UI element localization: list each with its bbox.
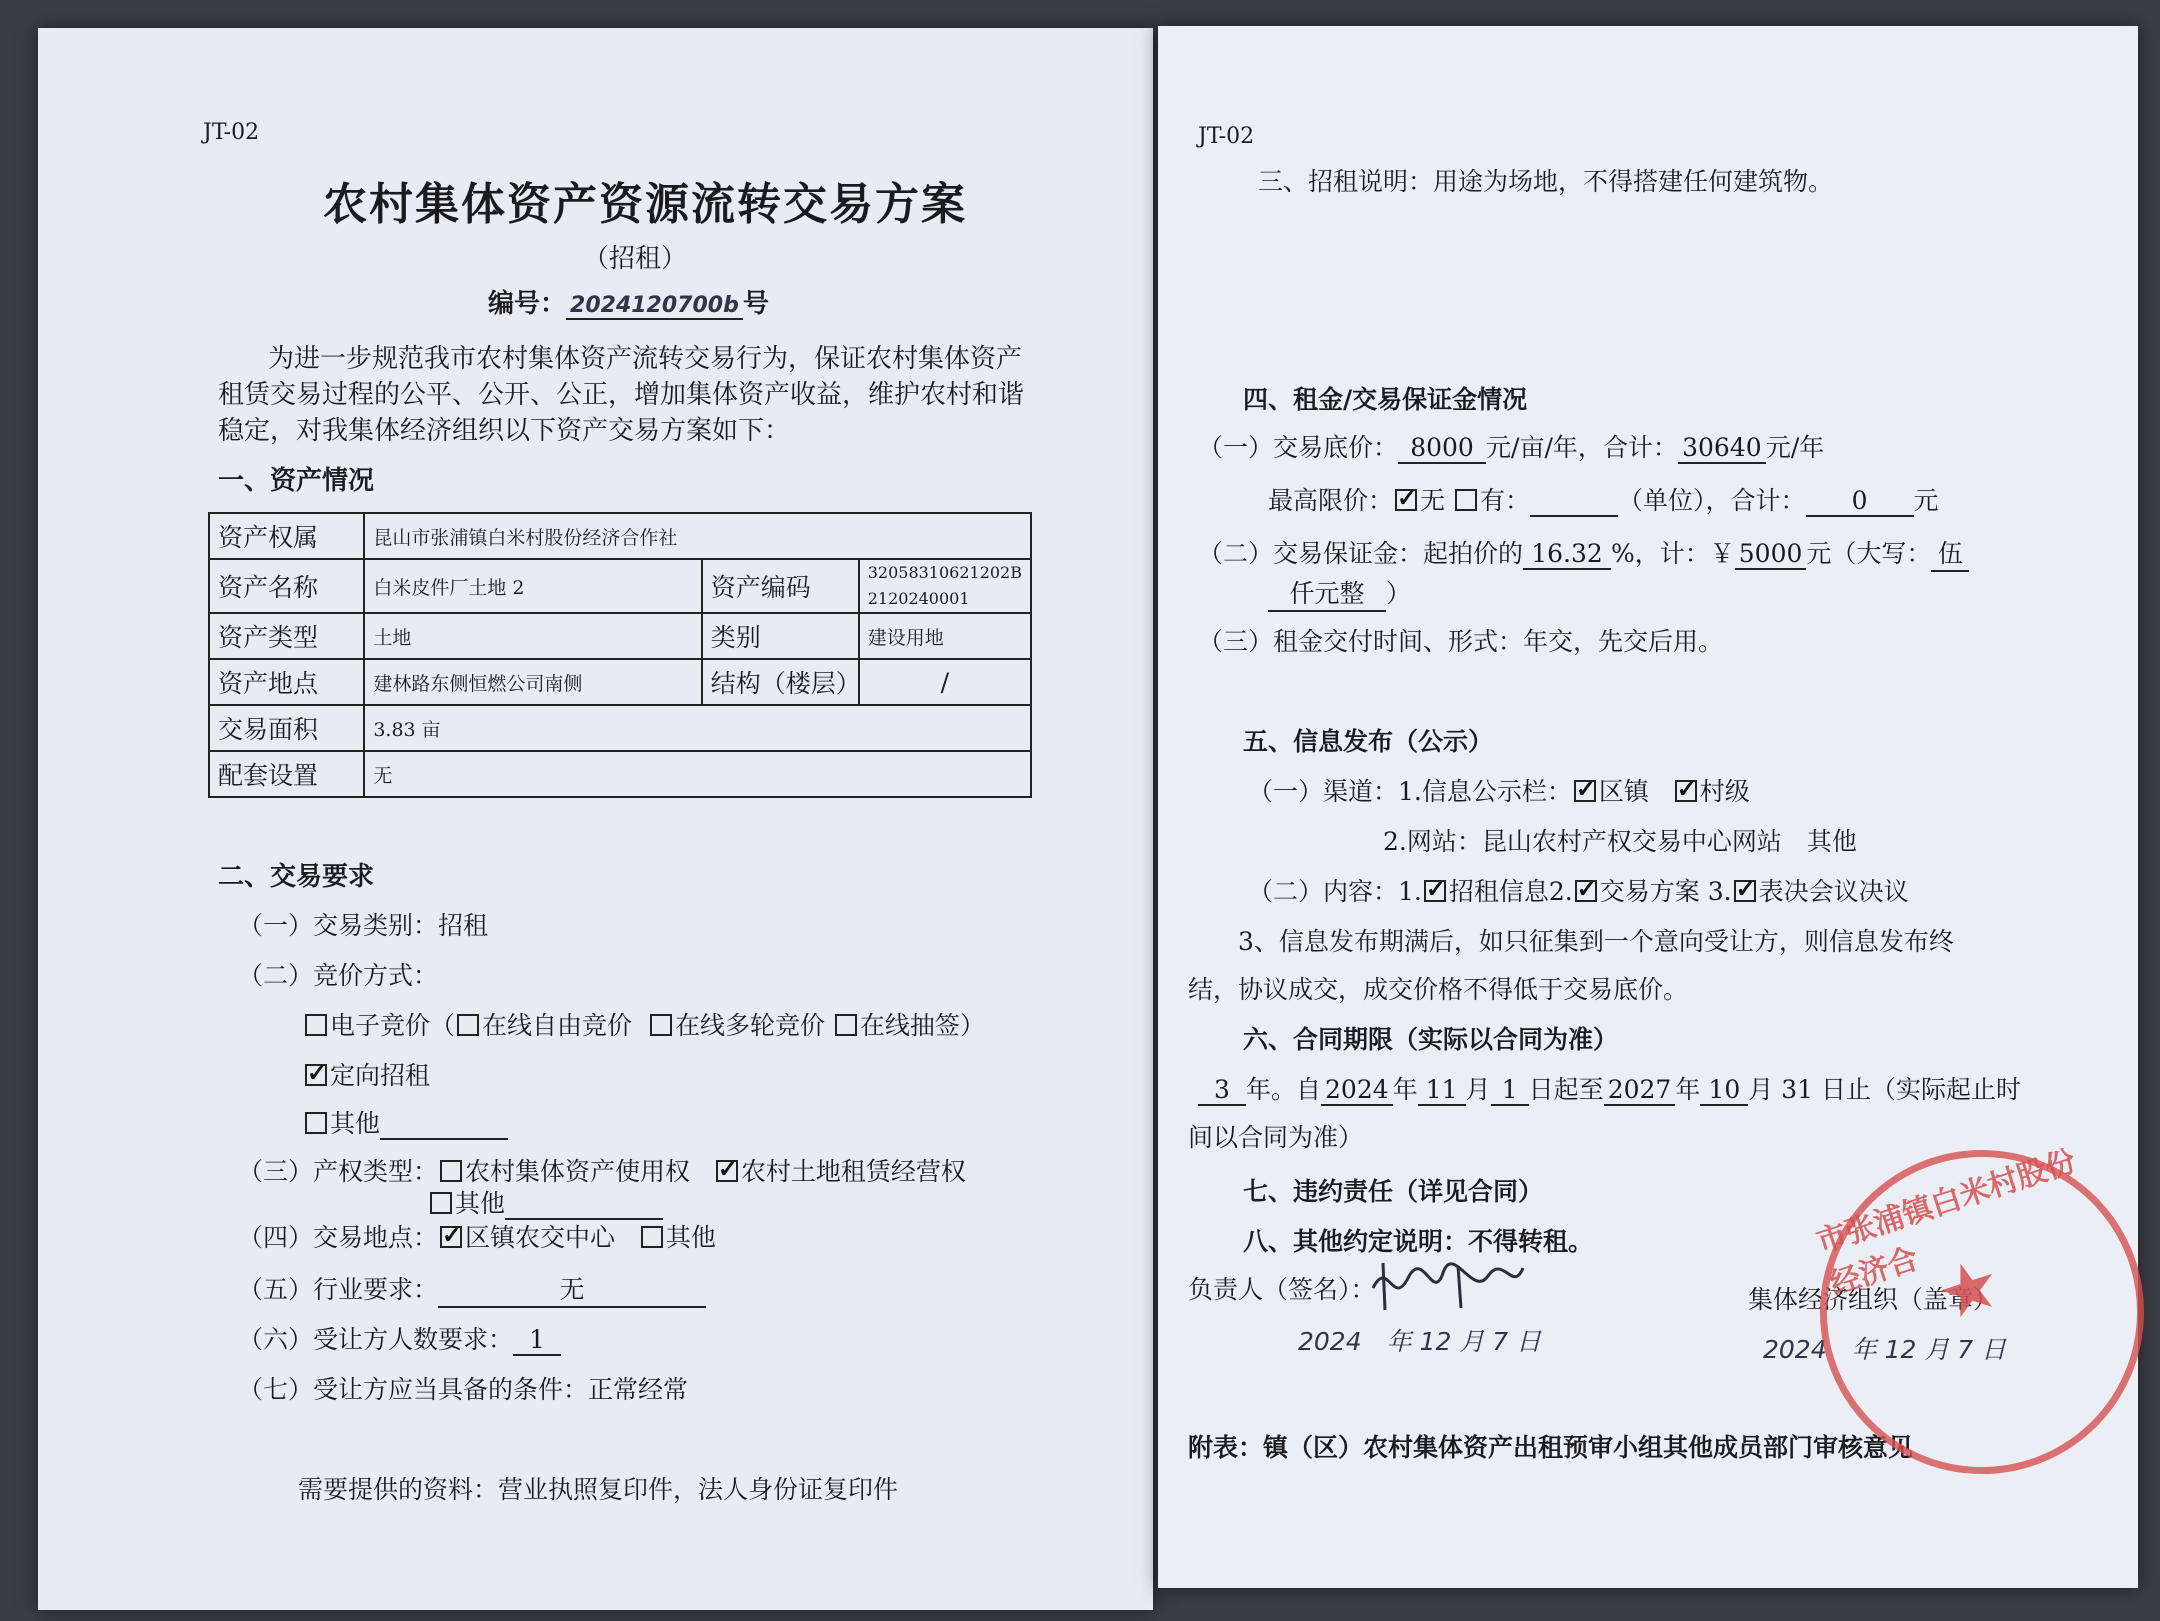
number-suffix: 号 (742, 289, 769, 319)
section-liability: 七、违约责任（详见合同） (1243, 1177, 1544, 1206)
structure-label: 结构（楼层） (702, 659, 859, 705)
checkbox-online-free[interactable] (457, 1014, 479, 1036)
req-property-label: （三）产权类型： (238, 1157, 439, 1186)
max-have: 有： (1479, 486, 1530, 515)
checkbox-directed[interactable] (305, 1064, 327, 1086)
bid-directed-row (303, 1056, 430, 1092)
section-contract-term: 六、合同期限（实际以合同为准） (1243, 1025, 1619, 1054)
content-resolution: 表决会议决议 (1758, 877, 1909, 906)
checkbox-electronic[interactable] (305, 1014, 327, 1036)
section-rent-deposit: 四、租金/交易保证金情况 (1243, 385, 1528, 414)
number-line (488, 283, 769, 320)
owner-label: 资产权属 (209, 513, 364, 559)
term-start-day: 1 (1491, 1075, 1529, 1106)
bid-open-paren: （ (430, 1011, 456, 1040)
req-industry-value: 无 (438, 1270, 706, 1308)
checkbox-max-have[interactable] (1455, 489, 1477, 511)
req-count-label: （六）受让方人数要求： (238, 1325, 514, 1354)
prop-option-lease-right: 农村土地租赁经营权 (740, 1157, 966, 1186)
asset-table (208, 512, 1032, 798)
asset-code-label: 资产编码 (702, 559, 859, 613)
section-rent-notes: 三、招租说明：用途为场地，不得搭建任何建筑物。 (1258, 167, 1834, 196)
signature-mark (1363, 1248, 1533, 1318)
deposit-upper-1: 伍 (1931, 534, 1969, 572)
info-rule-line-1: 3、信息发布期满后，如只征集到一个意向受让方，则信息发布终 (1238, 927, 1954, 956)
rent-payment: （三）租金交付时间、形式：年交，先交后用。 (1198, 627, 1724, 656)
bid-other: 其他 (330, 1109, 381, 1138)
base-price-total: 30640 (1678, 433, 1766, 464)
checkbox-prop-other[interactable] (430, 1192, 452, 1214)
max-total: 0 (1806, 486, 1914, 517)
bid-other-row (303, 1104, 508, 1140)
bid-option-online-free: 在线自由竞价 (482, 1011, 633, 1040)
checkbox-content-notice[interactable] (1424, 880, 1446, 902)
req-industry-label: （五）行业要求： (238, 1275, 439, 1304)
info-rule-line-2: 结，协议成交，成交价格不得低于交易底价。 (1188, 975, 1689, 1004)
transferee-count-row (238, 1320, 561, 1356)
channel-village: 村级 (1699, 777, 1750, 806)
signer-date: 2024 年 12 月 7 日 (1298, 1327, 1542, 1356)
term-t5: 年 (1675, 1075, 1701, 1104)
prop-option-use-right: 农村集体资产使用权 (465, 1157, 691, 1186)
checkbox-online-lottery[interactable] (835, 1014, 857, 1036)
req-place-label: （四）交易地点： (238, 1223, 439, 1252)
bid-option-electronic: 电子竞价 (330, 1011, 431, 1040)
property-type-row (238, 1152, 966, 1188)
checkbox-bid-other[interactable] (305, 1112, 327, 1134)
section-asset-info: 一、资产情况 (218, 466, 375, 496)
appendix-line: 附表：镇（区）农村集体资产出租预审小组其他成员部门审核意见 (1188, 1433, 1914, 1462)
term-t2: 年 (1392, 1075, 1418, 1104)
deposit-mid: %，计：￥ (1611, 539, 1735, 568)
deposit-upper-2: 仟元整 (1268, 574, 1386, 612)
asset-type-value: 土地 (364, 613, 701, 659)
max-price-label: 最高限价： (1268, 486, 1394, 515)
checkbox-channel-town[interactable] (1574, 780, 1596, 802)
section-other-terms: 八、其他约定说明：不得转租。 (1243, 1227, 1594, 1256)
facility-label: 配套设置 (209, 751, 364, 797)
org-label: 集体经济组织（盖章） (1748, 1285, 1999, 1314)
intro-line-2: 租赁交易过程的公平、公开、公正，增加集体资产收益，维护农村和谐 (218, 380, 1025, 410)
term-t6: 月 31 日止（实际起止时 (1748, 1075, 2022, 1104)
checkbox-content-plan[interactable] (1575, 880, 1597, 902)
seal-star-icon: ★ (1926, 1240, 2012, 1338)
location-value: 建林路东侧恒燃公司南侧 (364, 659, 701, 705)
asset-type-label: 资产类型 (209, 613, 364, 659)
content-plan: 交易方案 (1599, 877, 1700, 906)
number-value: 2024120700b (566, 293, 743, 320)
term-end-year: 2027 (1604, 1075, 1676, 1106)
industry-row (238, 1270, 706, 1308)
req-bid-method: （二）竞价方式： (238, 961, 439, 990)
structure-value: / (859, 659, 1031, 705)
term-years: 3 (1198, 1075, 1246, 1106)
deposit-row (1198, 534, 1969, 572)
asset-name-value: 白米皮件厂土地 2 (364, 559, 701, 613)
number-label: 编号： (488, 289, 567, 319)
place-option-other: 其他 (665, 1223, 716, 1252)
owner-value: 昆山市张浦镇白米村股份经济合作社 (364, 513, 1031, 559)
base-price-value: 8000 (1398, 433, 1486, 464)
max-price-row (1268, 481, 1939, 517)
bid-directed: 定向招租 (330, 1061, 431, 1090)
max-unit: （单位），合计： (1618, 486, 1806, 515)
section-info-publish: 五、信息发布（公示） (1243, 727, 1494, 756)
bid-option-online-lottery: 在线抽签） (859, 1011, 985, 1040)
deposit-label: （二）交易保证金：起拍价的 (1198, 539, 1524, 568)
content-row (1248, 872, 1909, 908)
deposit-close: ） (1386, 579, 1412, 608)
deposit-percent: 16.32 (1523, 539, 1611, 570)
trade-place-row (238, 1218, 716, 1254)
bid-option-online-multi: 在线多轮竞价 (674, 1011, 825, 1040)
base-price-unit: 元/亩/年，合计： (1486, 433, 1678, 462)
base-price-label: （一）交易底价： (1198, 433, 1399, 462)
section-requirements: 二、交易要求 (218, 862, 375, 892)
term-t4: 日起至 (1528, 1075, 1604, 1104)
checkbox-asset-use-right[interactable] (440, 1160, 462, 1182)
content-notice: 招租信息 (1448, 877, 1549, 906)
term-end-month: 10 (1700, 1075, 1748, 1106)
checkbox-land-lease-right[interactable] (716, 1160, 738, 1182)
term-line-2: 间以合同为准） (1188, 1123, 1364, 1152)
content-num-1: 1. (1398, 877, 1422, 906)
deposit-amount: 5000 (1735, 539, 1807, 570)
website-line: 2.网站：昆山农村产权交易中心网站 其他 (1383, 827, 1857, 856)
left-page (38, 28, 1153, 1610)
required-materials: 需要提供的资料：营业执照复印件，法人身份证复印件 (298, 1475, 899, 1504)
place-option-town: 区镇农交中心 (465, 1223, 616, 1252)
req-count-value: 1 (513, 1325, 561, 1356)
asset-code-line-1: 32058310621202B (867, 563, 1022, 582)
term-row (1198, 1070, 2021, 1106)
checkbox-online-multi[interactable] (650, 1014, 672, 1036)
asset-code-value (859, 559, 1031, 613)
asset-name-label: 资产名称 (209, 559, 364, 613)
deposit-unit: 元（大写： (1806, 539, 1932, 568)
signer-label: 负责人（签名）： (1188, 1275, 1376, 1304)
category-value: 建设用地 (859, 613, 1031, 659)
term-t1: 年。自 (1246, 1075, 1322, 1104)
content-num-2: 2. (1548, 877, 1573, 906)
req-category: （一）交易类别：招租 (238, 911, 489, 940)
intro-line-3: 稳定，对我集体经济组织以下资产交易方案如下： (218, 416, 791, 446)
channel-town: 区镇 (1598, 777, 1649, 806)
intro-line-1: 为进一步规范我市农村集体资产流转交易行为，保证农村集体资产 (268, 344, 1023, 374)
area-value: 3.83 亩 (364, 705, 1031, 751)
page-title: 农村集体资产资源流转交易方案 (323, 179, 967, 230)
checkbox-max-none[interactable] (1395, 489, 1417, 511)
form-code: JT-02 (203, 120, 260, 145)
base-price-total-unit: 元/年 (1765, 433, 1825, 462)
max-total-unit: 元 (1913, 486, 1939, 515)
channel-row (1248, 772, 1750, 808)
asset-code-line-2: 2120240001 (867, 589, 970, 608)
term-t3: 月 (1465, 1075, 1491, 1104)
req-conditions: （七）受让方应当具备的条件：正常经常 (238, 1375, 689, 1404)
page-subtitle: （招租） (583, 244, 688, 274)
category-label: 类别 (702, 613, 859, 659)
checkbox-channel-village[interactable] (1675, 780, 1697, 802)
checkbox-content-resolution[interactable] (1734, 880, 1756, 902)
term-start-year: 2024 (1321, 1075, 1393, 1106)
facility-value: 无 (364, 751, 1031, 797)
content-label: （二）内容： (1248, 877, 1399, 906)
seal-text: 市张浦镇白米村股份经济合 (1812, 1143, 2081, 1303)
location-label: 资产地点 (209, 659, 364, 705)
form-code-right: JT-02 (1198, 124, 1255, 149)
checkbox-town-center[interactable] (440, 1226, 462, 1248)
content-num-3: 3. (1707, 877, 1732, 906)
checkbox-place-other[interactable] (641, 1226, 663, 1248)
term-start-month: 11 (1418, 1075, 1466, 1106)
bid-options-row (303, 1006, 985, 1042)
area-label: 交易面积 (209, 705, 364, 751)
org-date: 2024 年 12 月 7 日 (1763, 1335, 2007, 1364)
max-none: 无 (1420, 486, 1446, 515)
property-other-row (428, 1184, 663, 1220)
base-price-row (1198, 428, 1824, 464)
channel-label: （一）渠道：1.信息公示栏： (1248, 777, 1572, 806)
deposit-row-2 (1268, 574, 1411, 612)
prop-other: 其他 (455, 1189, 506, 1218)
